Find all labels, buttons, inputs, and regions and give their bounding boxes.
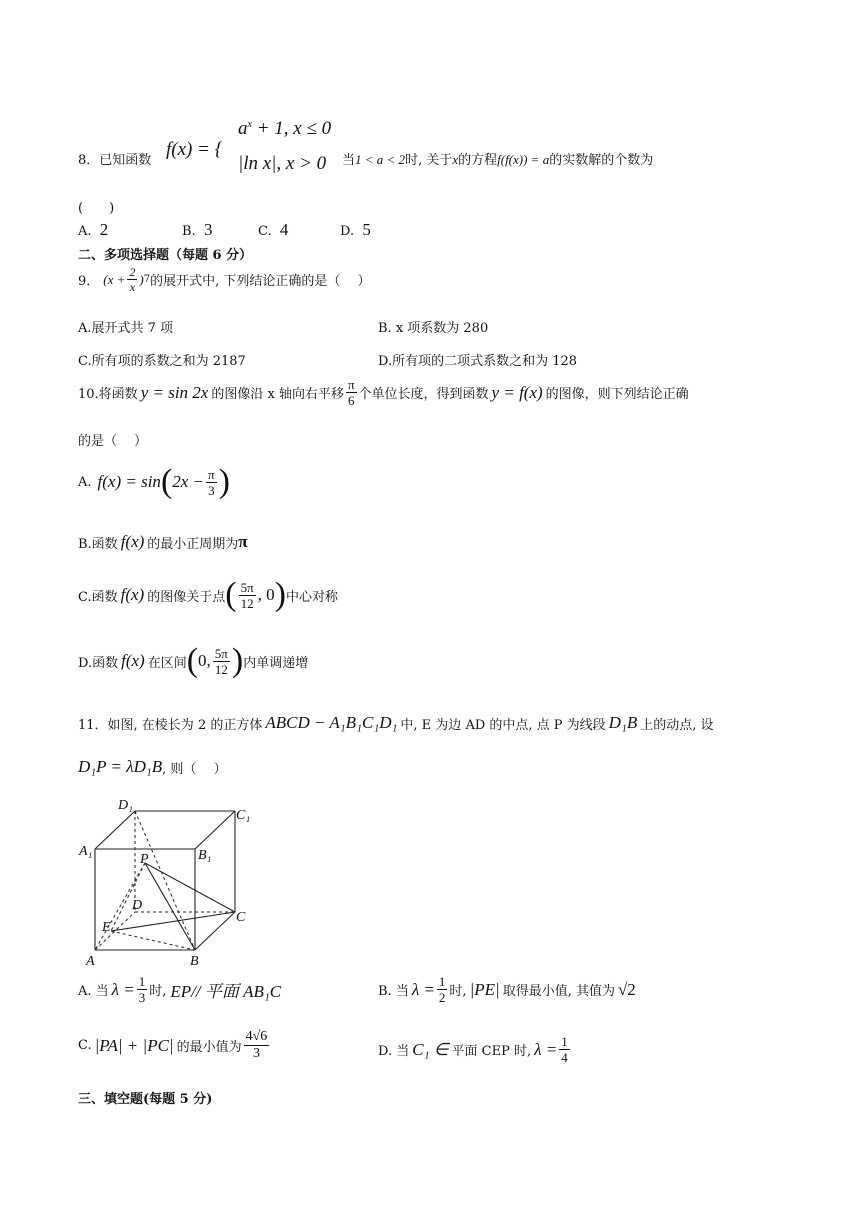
q8-option-c: C. 4	[258, 220, 289, 239]
q10-option-d: D.函数 f(x) 在区间 ( 0, $\frac{5\pi}{12}$ ) 内单调递增	[78, 642, 309, 679]
q8-number: 8．已知函数	[78, 153, 152, 168]
segment-d1b	[135, 811, 195, 950]
edge-b1c1	[195, 811, 235, 849]
label-b1: B₁	[198, 848, 212, 863]
section-2-header: 二、多项选择题（每题 6 分）	[78, 248, 253, 263]
q8-case-2: |ln x|, x > 0	[238, 153, 327, 174]
label-d: D	[132, 898, 143, 913]
label-a: A	[86, 954, 95, 967]
label-a1: A₁	[79, 844, 93, 859]
edge-ad	[95, 912, 135, 950]
q10-option-b: B.函数 f(x) 的最小正周期为 π	[78, 532, 248, 552]
q11-option-c: C. |PA| + |PC| 的最小值为 $\frac{4√6}{3}$	[78, 1029, 268, 1061]
section-3-header: 三、填空题(每题 5 分)	[78, 1092, 213, 1107]
q9-option-a: A.展开式共 7 项	[78, 321, 174, 336]
q10-stem-line2: 的是（ ）	[78, 434, 148, 449]
q8-condition: 当1 < a < 2时, 关于x的方程f(f(x)) = a的实数解的个数为	[342, 152, 654, 168]
label-d1: D₁	[118, 798, 133, 813]
q8-option-d: D. 5	[340, 220, 371, 239]
q11-option-b: B. 当 λ = $\frac{1}{2}$ 时, |PE| 取得最小值, 其值为 √2	[378, 974, 636, 1005]
label-b: B	[190, 954, 199, 967]
q8-option-b: B. 3	[182, 220, 213, 239]
segment-pe	[111, 863, 145, 931]
label-p: P	[140, 852, 149, 867]
q10-stem-line1: 10.将函数 y = sin 2x 的图像沿 x 轴向右平移 $\frac{\pi}{6}$ 个单位长度，得到函数 y = f(x) 的图像，则下列结论正确	[78, 377, 689, 408]
q10-option-a: A. f(x) = sin ( 2x − $\frac{\pi}{3}$ )	[78, 463, 230, 500]
label-c1: C₁	[236, 808, 251, 823]
label-c: C	[236, 910, 246, 925]
q10-option-c: C.函数 f(x) 的图像关于点 ( $\frac{5\pi}{12}$ , 0 ) 中心对称	[78, 576, 338, 613]
q8-option-a: A. 2	[78, 220, 109, 239]
q8-case-1: $a^x + 1$, x ≤ 0	[238, 118, 332, 139]
q11-option-d: D. 当 C₁ ∈ 平面 CEP 时, λ = $\frac{1}{4}$	[378, 1034, 568, 1065]
q9-stem: 9． (x + $\frac{2}{x}$ ) 7 的展开式中, 下列结论正确的是（ ）	[78, 265, 371, 294]
q9-option-c: C.所有项的系数之和为 2187	[78, 354, 246, 369]
label-e: E	[102, 920, 111, 935]
q9-option-b: B. x 项系数为 280	[378, 321, 489, 336]
q9-option-d: D.所有项的二项式系数之和为 128	[378, 354, 578, 369]
cube-figure	[78, 795, 258, 967]
segment-ec	[111, 912, 235, 931]
q11-stem-line2: D₁P = λD₁B , 则（ ）	[78, 757, 227, 777]
edge-a1d1	[95, 811, 135, 849]
q8-answer-paren: ( )	[78, 201, 115, 216]
segment-eb	[111, 931, 195, 950]
q11-stem-line1: 11．如图, 在棱长为 2 的正方体 ABCD − A₁B₁C₁D₁ 中, E 为边 AD 的中点, 点 P 为线段 D₁B 上的动点, 设	[78, 713, 714, 733]
q8-function: f(x) = {	[166, 139, 223, 160]
q11-option-a: A. 当 λ = $\frac{1}{3}$ 时, EP// 平面 AB₁C	[78, 974, 282, 1005]
